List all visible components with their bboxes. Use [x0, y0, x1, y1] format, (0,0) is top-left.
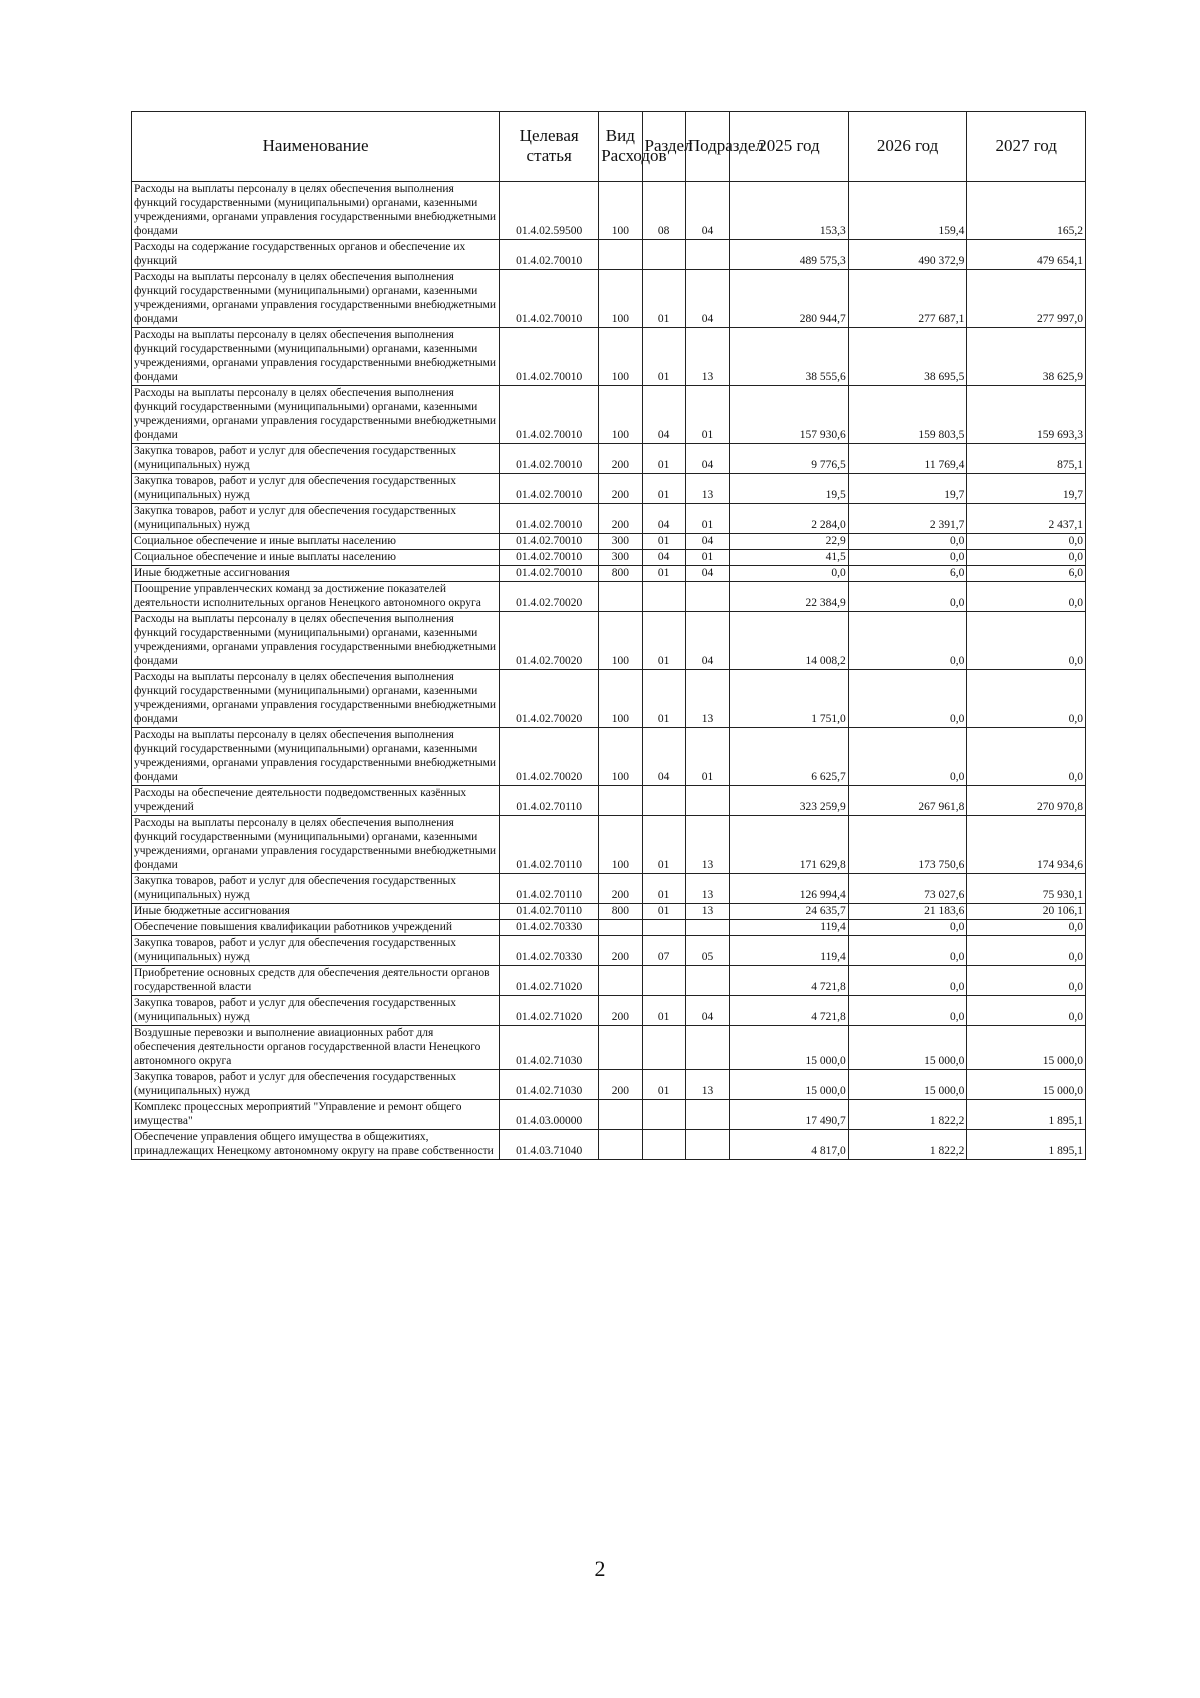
cell-2026: 2 391,7 — [848, 504, 967, 534]
cell-expense-type — [599, 240, 642, 270]
col-header-article: Целевая статья — [500, 112, 599, 182]
cell-2026: 15 000,0 — [848, 1026, 967, 1070]
cell-subsection: 04 — [685, 182, 729, 240]
cell-subsection: 04 — [685, 566, 729, 582]
cell-expense-type: 200 — [599, 504, 642, 534]
cell-section: 01 — [642, 474, 685, 504]
cell-2027: 0,0 — [967, 612, 1086, 670]
cell-2026: 0,0 — [848, 936, 967, 966]
cell-name: Расходы на обеспечение деятельности подведомственных казённых учреждений — [132, 786, 500, 816]
cell-expense-type — [599, 1130, 642, 1160]
cell-name: Закупка товаров, работ и услуг для обеспечения государственных (муниципальных) нужд — [132, 996, 500, 1026]
cell-target-article: 01.4.02.70010 — [500, 534, 599, 550]
cell-subsection: 04 — [685, 996, 729, 1026]
page-number: 2 — [594, 1556, 606, 1581]
cell-2025: 171 629,8 — [730, 816, 849, 874]
cell-2027: 165,2 — [967, 182, 1086, 240]
cell-2025: 157 930,6 — [730, 386, 849, 444]
cell-2027: 0,0 — [967, 728, 1086, 786]
cell-section — [642, 966, 685, 996]
cell-2027: 0,0 — [967, 920, 1086, 936]
cell-2026: 173 750,6 — [848, 816, 967, 874]
cell-expense-type: 200 — [599, 1070, 642, 1100]
cell-target-article: 01.4.02.70010 — [500, 270, 599, 328]
cell-name: Расходы на выплаты персоналу в целях обеспечения выполнения функций государственными (муниципальными) органами, казенными учреждениями, органами управления государственными внебюджетными фондами — [132, 670, 500, 728]
cell-section: 07 — [642, 936, 685, 966]
cell-2027: 479 654,1 — [967, 240, 1086, 270]
cell-2026: 1 822,2 — [848, 1130, 967, 1160]
cell-target-article: 01.4.02.70010 — [500, 328, 599, 386]
cell-2027: 277 997,0 — [967, 270, 1086, 328]
cell-expense-type: 100 — [599, 612, 642, 670]
cell-2026: 277 687,1 — [848, 270, 967, 328]
table-row — [132, 270, 1086, 328]
cell-target-article: 01.4.02.70020 — [500, 728, 599, 786]
cell-2027: 0,0 — [967, 582, 1086, 612]
table-row — [132, 936, 1086, 966]
cell-2026: 73 027,6 — [848, 874, 967, 904]
cell-section: 04 — [642, 386, 685, 444]
cell-name: Закупка товаров, работ и услуг для обеспечения государственных (муниципальных) нужд — [132, 1070, 500, 1100]
cell-section — [642, 1130, 685, 1160]
table-body — [132, 182, 1086, 1160]
cell-2025: 119,4 — [730, 920, 849, 936]
cell-2025: 1 751,0 — [730, 670, 849, 728]
table-row — [132, 566, 1086, 582]
cell-2026: 0,0 — [848, 920, 967, 936]
cell-target-article: 01.4.02.70020 — [500, 670, 599, 728]
cell-section — [642, 240, 685, 270]
cell-target-article: 01.4.03.00000 — [500, 1100, 599, 1130]
cell-name: Расходы на выплаты персоналу в целях обеспечения выполнения функций государственными (муниципальными) органами, казенными учреждениями, органами управления государственными внебюджетными фондами — [132, 728, 500, 786]
cell-name: Поощрение управленческих команд за достижение показателей деятельности исполнительных органов Ненецкого автономного округа — [132, 582, 500, 612]
table-row — [132, 996, 1086, 1026]
cell-2026: 15 000,0 — [848, 1070, 967, 1100]
cell-section: 01 — [642, 328, 685, 386]
cell-2025: 22,9 — [730, 534, 849, 550]
cell-2027: 0,0 — [967, 534, 1086, 550]
cell-2026: 490 372,9 — [848, 240, 967, 270]
cell-subsection — [685, 786, 729, 816]
cell-2026: 11 769,4 — [848, 444, 967, 474]
table-row — [132, 386, 1086, 444]
table-row — [132, 1070, 1086, 1100]
cell-target-article: 01.4.02.70010 — [500, 504, 599, 534]
cell-expense-type: 200 — [599, 874, 642, 904]
cell-2027: 1 895,1 — [967, 1130, 1086, 1160]
cell-target-article: 01.4.02.70110 — [500, 874, 599, 904]
cell-target-article: 01.4.02.70010 — [500, 386, 599, 444]
cell-name: Закупка товаров, работ и услуг для обеспечения государственных (муниципальных) нужд — [132, 936, 500, 966]
cell-section: 01 — [642, 566, 685, 582]
cell-expense-type — [599, 1026, 642, 1070]
table-row — [132, 920, 1086, 936]
cell-section: 01 — [642, 816, 685, 874]
cell-section: 04 — [642, 504, 685, 534]
table-row — [132, 874, 1086, 904]
cell-subsection: 13 — [685, 474, 729, 504]
col-header-name: Наименование — [132, 112, 500, 182]
cell-target-article: 01.4.02.70010 — [500, 240, 599, 270]
cell-expense-type: 100 — [599, 816, 642, 874]
cell-name: Иные бюджетные ассигнования — [132, 566, 500, 582]
cell-section — [642, 1100, 685, 1130]
table-row — [132, 612, 1086, 670]
cell-subsection — [685, 240, 729, 270]
cell-expense-type — [599, 966, 642, 996]
cell-2025: 323 259,9 — [730, 786, 849, 816]
cell-expense-type: 800 — [599, 566, 642, 582]
cell-expense-type — [599, 1100, 642, 1130]
cell-name: Расходы на выплаты персоналу в целях обеспечения выполнения функций государственными (муниципальными) органами, казенными учреждениями, органами управления государственными внебюджетными фондами — [132, 182, 500, 240]
cell-target-article: 01.4.02.70020 — [500, 612, 599, 670]
cell-target-article: 01.4.02.70330 — [500, 936, 599, 966]
cell-section — [642, 582, 685, 612]
cell-name: Расходы на выплаты персоналу в целях обеспечения выполнения функций государственными (муниципальными) органами, казенными учреждениями, органами управления государственными внебюджетными фондами — [132, 816, 500, 874]
cell-2026: 159 803,5 — [848, 386, 967, 444]
cell-2027: 159 693,3 — [967, 386, 1086, 444]
cell-2025: 2 284,0 — [730, 504, 849, 534]
cell-expense-type: 100 — [599, 328, 642, 386]
cell-name: Иные бюджетные ассигнования — [132, 904, 500, 920]
cell-section: 01 — [642, 670, 685, 728]
cell-2025: 489 575,3 — [730, 240, 849, 270]
table-row — [132, 582, 1086, 612]
cell-name: Комплекс процессных мероприятий "Управление и ремонт общего имущества" — [132, 1100, 500, 1130]
cell-target-article: 01.4.02.70110 — [500, 786, 599, 816]
cell-2027: 15 000,0 — [967, 1026, 1086, 1070]
cell-section: 01 — [642, 996, 685, 1026]
cell-2025: 22 384,9 — [730, 582, 849, 612]
cell-name: Закупка товаров, работ и услуг для обеспечения государственных (муниципальных) нужд — [132, 874, 500, 904]
cell-2026: 0,0 — [848, 550, 967, 566]
cell-2026: 1 822,2 — [848, 1100, 967, 1130]
cell-subsection: 01 — [685, 504, 729, 534]
table-row — [132, 328, 1086, 386]
cell-expense-type: 100 — [599, 270, 642, 328]
cell-2026: 38 695,5 — [848, 328, 967, 386]
cell-2025: 4 721,8 — [730, 966, 849, 996]
cell-2026: 0,0 — [848, 612, 967, 670]
cell-2027: 0,0 — [967, 936, 1086, 966]
cell-expense-type: 200 — [599, 444, 642, 474]
cell-expense-type: 100 — [599, 728, 642, 786]
cell-2027: 2 437,1 — [967, 504, 1086, 534]
cell-2025: 0,0 — [730, 566, 849, 582]
cell-subsection: 13 — [685, 816, 729, 874]
cell-subsection — [685, 1100, 729, 1130]
cell-2025: 4 721,8 — [730, 996, 849, 1026]
cell-section: 01 — [642, 612, 685, 670]
cell-section — [642, 786, 685, 816]
col-header-2026: 2026 год — [848, 112, 967, 182]
cell-2026: 21 183,6 — [848, 904, 967, 920]
table-row — [132, 182, 1086, 240]
cell-name: Приобретение основных средств для обеспечения деятельности органов государственной власти — [132, 966, 500, 996]
cell-name: Воздушные перевозки и выполнение авиационных работ для обеспечения деятельности органов государственной власти Ненецкого автономного округа — [132, 1026, 500, 1070]
cell-subsection: 05 — [685, 936, 729, 966]
col-header-expense-type: Вид Расходов — [599, 112, 642, 182]
cell-target-article: 01.4.02.70020 — [500, 582, 599, 612]
cell-subsection: 13 — [685, 874, 729, 904]
cell-name: Расходы на выплаты персоналу в целях обеспечения выполнения функций государственными (муниципальными) органами, казенными учреждениями, органами управления государственными внебюджетными фондами — [132, 612, 500, 670]
cell-section: 04 — [642, 550, 685, 566]
cell-2025: 153,3 — [730, 182, 849, 240]
cell-2027: 38 625,9 — [967, 328, 1086, 386]
cell-target-article: 01.4.02.71020 — [500, 966, 599, 996]
cell-subsection — [685, 920, 729, 936]
table-row — [132, 670, 1086, 728]
cell-2025: 9 776,5 — [730, 444, 849, 474]
table-row — [132, 550, 1086, 566]
cell-2027: 19,7 — [967, 474, 1086, 504]
cell-subsection — [685, 966, 729, 996]
cell-expense-type — [599, 920, 642, 936]
cell-name: Закупка товаров, работ и услуг для обеспечения государственных (муниципальных) нужд — [132, 444, 500, 474]
col-header-section: Раздел — [642, 112, 685, 182]
cell-2027: 270 970,8 — [967, 786, 1086, 816]
cell-2026: 19,7 — [848, 474, 967, 504]
cell-2025: 15 000,0 — [730, 1026, 849, 1070]
cell-subsection: 13 — [685, 670, 729, 728]
cell-2027: 0,0 — [967, 966, 1086, 996]
cell-subsection: 04 — [685, 612, 729, 670]
table-header-row — [132, 112, 1086, 182]
cell-2025: 4 817,0 — [730, 1130, 849, 1160]
cell-2025: 15 000,0 — [730, 1070, 849, 1100]
cell-expense-type: 200 — [599, 996, 642, 1026]
cell-name: Расходы на выплаты персоналу в целях обеспечения выполнения функций государственными (муниципальными) органами, казенными учреждениями, органами управления государственными внебюджетными фондами — [132, 270, 500, 328]
cell-target-article: 01.4.02.70330 — [500, 920, 599, 936]
cell-subsection: 13 — [685, 1070, 729, 1100]
cell-subsection: 04 — [685, 270, 729, 328]
cell-subsection: 01 — [685, 550, 729, 566]
cell-2025: 280 944,7 — [730, 270, 849, 328]
table-row — [132, 474, 1086, 504]
cell-name: Обеспечение повышения квалификации работников учреждений — [132, 920, 500, 936]
cell-subsection: 04 — [685, 444, 729, 474]
cell-name: Расходы на содержание государственных органов и обеспечение их функций — [132, 240, 500, 270]
cell-2027: 174 934,6 — [967, 816, 1086, 874]
cell-2025: 24 635,7 — [730, 904, 849, 920]
cell-2027: 20 106,1 — [967, 904, 1086, 920]
cell-2026: 0,0 — [848, 534, 967, 550]
cell-name: Обеспечение управления общего имущества в общежитиях, принадлежащих Ненецкому автономному округу на праве собственности — [132, 1130, 500, 1160]
cell-expense-type: 800 — [599, 904, 642, 920]
cell-expense-type: 200 — [599, 474, 642, 504]
cell-target-article: 01.4.02.71030 — [500, 1026, 599, 1070]
cell-2027: 6,0 — [967, 566, 1086, 582]
cell-2025: 6 625,7 — [730, 728, 849, 786]
cell-name: Закупка товаров, работ и услуг для обеспечения государственных (муниципальных) нужд — [132, 474, 500, 504]
cell-2027: 15 000,0 — [967, 1070, 1086, 1100]
cell-2026: 0,0 — [848, 728, 967, 786]
cell-subsection: 01 — [685, 386, 729, 444]
cell-2026: 159,4 — [848, 182, 967, 240]
cell-target-article: 01.4.02.71030 — [500, 1070, 599, 1100]
cell-target-article: 01.4.02.70110 — [500, 904, 599, 920]
cell-name: Закупка товаров, работ и услуг для обеспечения государственных (муниципальных) нужд — [132, 504, 500, 534]
cell-expense-type: 200 — [599, 936, 642, 966]
cell-section: 01 — [642, 534, 685, 550]
table-row — [132, 240, 1086, 270]
cell-section — [642, 920, 685, 936]
cell-expense-type — [599, 786, 642, 816]
cell-target-article: 01.4.02.71020 — [500, 996, 599, 1026]
cell-name: Расходы на выплаты персоналу в целях обеспечения выполнения функций государственными (муниципальными) органами, казенными учреждениями, органами управления государственными внебюджетными фондами — [132, 328, 500, 386]
table-row — [132, 504, 1086, 534]
cell-expense-type: 300 — [599, 534, 642, 550]
cell-2027: 1 895,1 — [967, 1100, 1086, 1130]
cell-subsection — [685, 1026, 729, 1070]
cell-target-article: 01.4.02.70010 — [500, 474, 599, 504]
cell-2026: 0,0 — [848, 582, 967, 612]
table-row — [132, 444, 1086, 474]
table-row — [132, 904, 1086, 920]
cell-2025: 19,5 — [730, 474, 849, 504]
cell-target-article: 01.4.02.70010 — [500, 444, 599, 474]
cell-section: 01 — [642, 1070, 685, 1100]
budget-table — [131, 111, 1086, 1160]
cell-2025: 17 490,7 — [730, 1100, 849, 1130]
cell-expense-type: 100 — [599, 386, 642, 444]
cell-subsection: 04 — [685, 534, 729, 550]
table-row — [132, 1026, 1086, 1070]
cell-name: Социальное обеспечение и иные выплаты населению — [132, 534, 500, 550]
cell-expense-type: 100 — [599, 670, 642, 728]
cell-2026: 0,0 — [848, 670, 967, 728]
cell-section — [642, 1026, 685, 1070]
cell-2026: 0,0 — [848, 996, 967, 1026]
cell-2026: 6,0 — [848, 566, 967, 582]
cell-expense-type — [599, 582, 642, 612]
cell-2027: 0,0 — [967, 996, 1086, 1026]
cell-2026: 0,0 — [848, 966, 967, 996]
cell-2026: 267 961,8 — [848, 786, 967, 816]
cell-expense-type: 300 — [599, 550, 642, 566]
cell-section: 01 — [642, 270, 685, 328]
cell-section: 04 — [642, 728, 685, 786]
cell-2025: 126 994,4 — [730, 874, 849, 904]
cell-target-article: 01.4.02.70110 — [500, 816, 599, 874]
col-header-2025: 2025 год — [730, 112, 849, 182]
table-row — [132, 534, 1086, 550]
cell-2025: 14 008,2 — [730, 612, 849, 670]
cell-2027: 0,0 — [967, 670, 1086, 728]
cell-section: 01 — [642, 444, 685, 474]
col-header-2027: 2027 год — [967, 112, 1086, 182]
cell-name: Расходы на выплаты персоналу в целях обеспечения выполнения функций государственными (муниципальными) органами, казенными учреждениями, органами управления государственными внебюджетными фондами — [132, 386, 500, 444]
cell-2027: 0,0 — [967, 550, 1086, 566]
cell-2027: 75 930,1 — [967, 874, 1086, 904]
cell-subsection — [685, 582, 729, 612]
cell-2025: 41,5 — [730, 550, 849, 566]
cell-subsection — [685, 1130, 729, 1160]
cell-section: 01 — [642, 904, 685, 920]
table-row — [132, 786, 1086, 816]
cell-2025: 119,4 — [730, 936, 849, 966]
cell-target-article: 01.4.02.70010 — [500, 550, 599, 566]
table-row — [132, 966, 1086, 996]
cell-target-article: 01.4.03.71040 — [500, 1130, 599, 1160]
cell-subsection: 01 — [685, 728, 729, 786]
cell-subsection: 13 — [685, 904, 729, 920]
cell-expense-type: 100 — [599, 182, 642, 240]
table-row — [132, 1100, 1086, 1130]
cell-target-article: 01.4.02.59500 — [500, 182, 599, 240]
table-row — [132, 816, 1086, 874]
cell-target-article: 01.4.02.70010 — [500, 566, 599, 582]
cell-subsection: 13 — [685, 328, 729, 386]
cell-section: 01 — [642, 874, 685, 904]
col-header-subsection: Подраздел — [685, 112, 729, 182]
table-row — [132, 1130, 1086, 1160]
cell-2025: 38 555,6 — [730, 328, 849, 386]
table-row — [132, 728, 1086, 786]
cell-2027: 875,1 — [967, 444, 1086, 474]
cell-section: 08 — [642, 182, 685, 240]
cell-name: Социальное обеспечение и иные выплаты населению — [132, 550, 500, 566]
